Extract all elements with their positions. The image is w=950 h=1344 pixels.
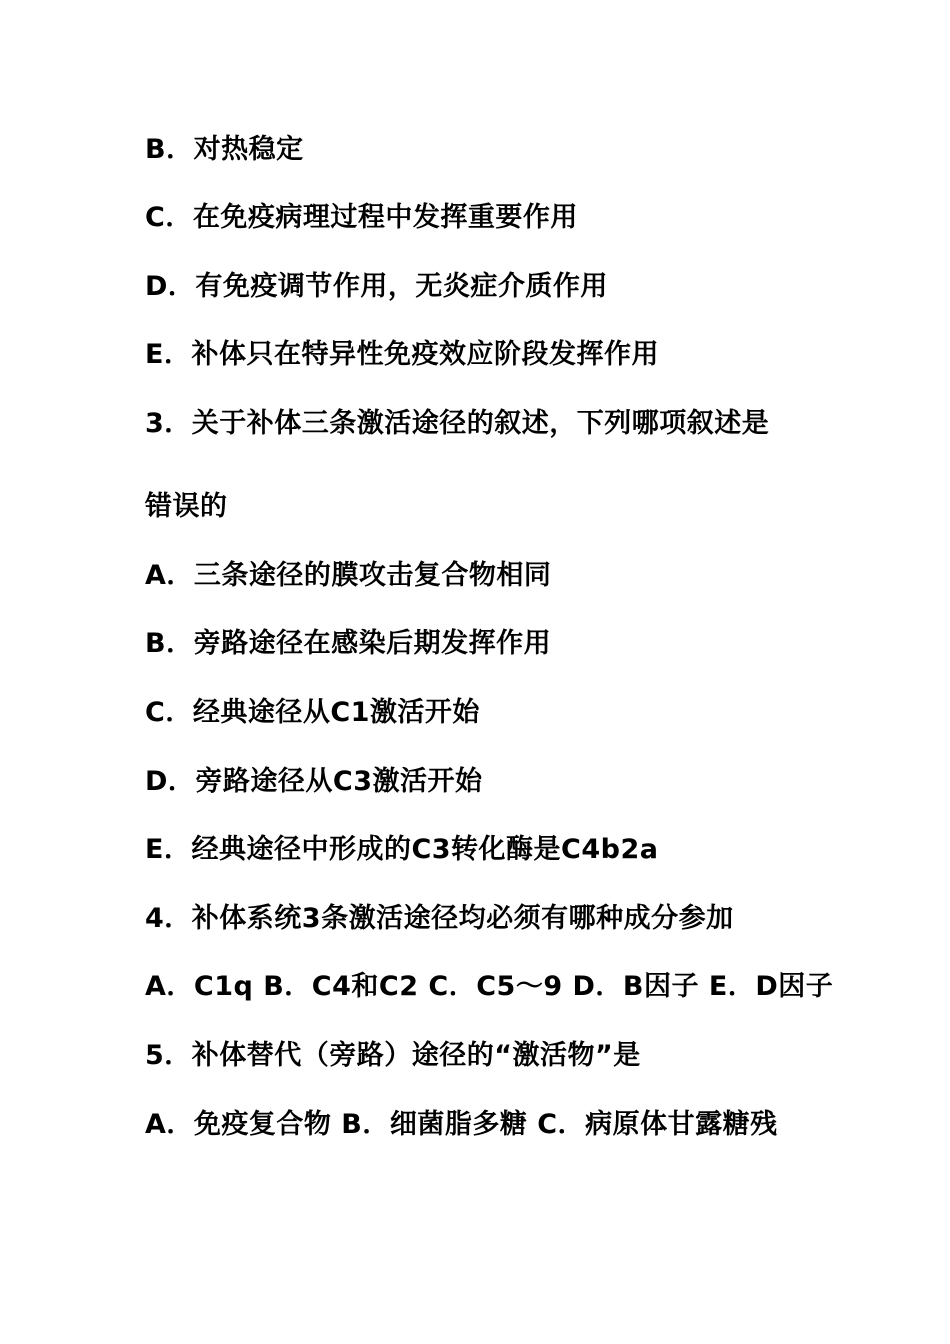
q3-option-c: C．经典途径从C1激活开始 [145,697,480,728]
option-d-immune-regulation: D．有免疫调节作用，无炎症介质作用 [145,271,608,302]
option-c-immunopathology: C．在免疫病理过程中发挥重要作用 [145,202,578,233]
q3-option-a: A．三条途径的膜攻击复合物相同 [145,560,552,591]
q4-options: A．C1q B．C4和C2 C．C5～9 D．B因子 E．D因子 [145,971,834,1002]
question-3-stem-continued: 错误的 [145,491,228,522]
question-4-stem: 4．补体系统3条激活途径均必须有哪种成分参加 [145,903,734,934]
question-5-stem: 5．补体替代（旁路）途径的“激活物”是 [145,1040,641,1071]
q5-options: A．免疫复合物 B．细菌脂多糖 C．病原体甘露糖残 [145,1109,778,1140]
option-e-specific-immunity: E．补体只在特异性免疫效应阶段发挥作用 [145,339,659,370]
q3-option-e: E．经典途径中形成的C3转化酶是C4b2a [145,834,659,865]
question-3-stem: 3．关于补体三条激活途径的叙述，下列哪项叙述是 [145,408,770,439]
q3-option-b: B．旁路途径在感染后期发挥作用 [145,628,552,659]
q3-option-d: D．旁路途径从C3激活开始 [145,766,483,797]
option-b-heat-stable: B．对热稳定 [145,134,304,165]
